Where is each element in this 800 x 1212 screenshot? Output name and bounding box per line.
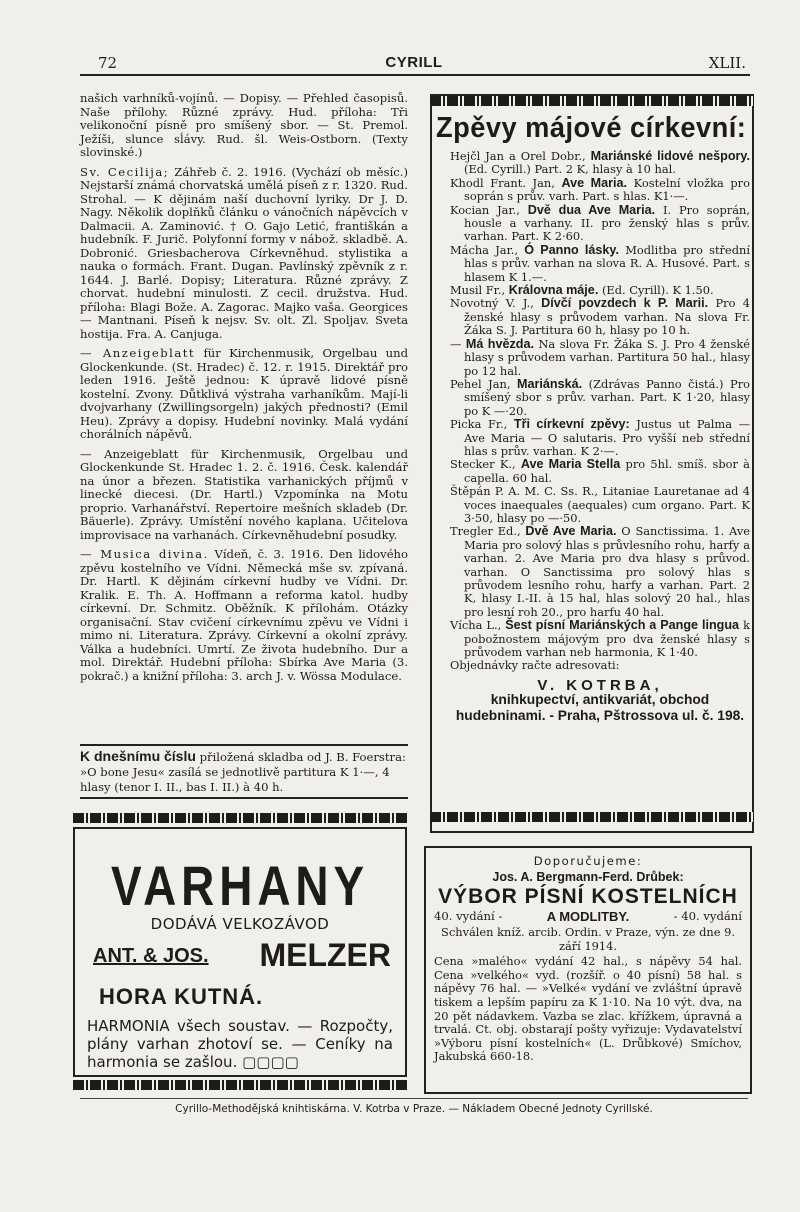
item-details: (Zdrávas Panno čistá.) Pro smíšený sbor s prův. varhan. Part. K 1·20, hlasy po K —·20. [464,376,750,418]
item-details: Justus ut Palma — Ave Maria — O salutaris. Pro vyšší neb střední hlas s prův. varhan. K 2·—. [464,417,750,458]
item-author: Štěpán P. A. M. C. Ss. R., [450,484,603,499]
list-item [450,204,750,244]
varhany-advertisement [73,813,407,1090]
ad-text: HARMONIA všech soustav. — Rozpočty, plány varhan zhotoví se. — Ceníky na harmonia se zašlou. ▢▢▢▢ [87,1017,393,1071]
item-title: Ó Panno lásky. [524,242,619,257]
edition-line: 40. vydání - A MODLITBY. - 40. vydání [434,909,742,924]
list-item [450,297,750,337]
item-title: Dvě Ave Maria. [525,524,617,539]
item-details: Na slova Fr. Žáka S. J. Pro 4 ženské hlasy s průvodem varhan. Partitura 50 hal., hlasy po 12 hal. [464,336,751,378]
decorative-border [73,813,407,823]
item-author: Khodl Frant. Jan, [450,175,562,190]
list-item [450,485,750,525]
ad-title: VARHANY [110,854,370,917]
decorative-border [430,96,754,106]
notice-text: přiložená skladba od J. B. Foerstra: »O bone Jesu« zasílá se jednotlivě partitura K 1·—, 4 hlasy (tenor I. II., bas I. II.) à 40 h. [80,750,406,794]
list-item [450,338,750,378]
item-details: pro 5hl. smíš. sbor à capella. 60 hal. [464,457,750,485]
publisher-name: V. KOTRBA, [537,676,663,694]
paragraph: — Musica divina. Vídeň, č. 3. 1916. Den lidového zpěvu kostelního ve Vídni. Německá mše sv. zpívaná. Dr. Hartl. K dějinám církevní hudby ve Vídni. Dr. Kralik. E. Th. A. Hoffmann a reforma katol. hudby církevní. Dr. Schmitz. Oběžník. K přílohám. Otázky organisační. Stav cvičení církevnímu zpěvu ve Vídni i mimo ni. Literatura. Zprávy. Církevní a okolní zprávy. Válka a hudebníci. Umrtí. Ze života hudebního. Dur a mol. Direktář. Hudební příloha: Sbírka Ave Maria (3. pokrač.) a knižní příloha: 3. arch J. v. Wössa Modulace. [80,547,408,683]
item-details: I. Pro soprán, housle a varhany. II. pro ženský hlas s prův. varhan. Part. K 2·60. [464,202,750,244]
volume-number: XLII. [708,54,746,72]
list-item [450,244,750,284]
paragraph: — Anzeigeblatt für Kirchenmusik, Orgelbau und Glockenkunde St. Hradec 1. 2. č. 1916. Česk. kalendář na únor a březen. Statistika varhanických příjmů v linecké diecesi. (Dr. Hartl.) Vzpomínka na Motu proprio. Varhanářství. Repertoire mešních skladeb (Dr. Bäuerle). Zprávy. Umístění nového kaplana. Učitelova improvisace na varhanách. Církevněhudební posudky. [80,446,408,542]
paragraph: našich varhníků-vojínů. — Dopisy. — Přehled časopisů. Naše přílohy. Různé zprávy. Hud. příloha: Tři velikonoční písně pro smíšený sbor. — St. Premol. Ježíši, slunce sĺávy. Rud. šl. Weis-Ostborn. (Texty slovinské.) [80,91,408,159]
printer-footer: Cyrillo-Methodějská knihtiskárna. V. Kotrba v Praze. — Nákladem Obecné Jednoty Cyrillské. [80,1098,748,1115]
item-title: Ave Maria Stella [520,457,621,472]
item-author: Kocian Jar., [450,202,528,217]
ad-body [450,150,750,724]
zpevy-advertisement [424,94,760,834]
paragraph: — Anzeigeblatt für Kirchenmusik, Orgelbau und Glockenkunde. (St. Hradec) č. 12. r. 1915. Direktář pro leden 1916. Ještě jednou: K úpravě lidové písně kostelní. Zvony. Důtklivá výstraha varhaníkům. Mají-li dvojvarhany (Zwillingsorgeln) jakých přednosti? (Emil Heu). Zprávy a dopisy. Hudební novinky. Malá vydání chorálních nápěvů. [80,346,408,441]
item-author: Musil Fr., [450,283,509,298]
notice-heading: K dnešnímu číslu [80,748,196,764]
list-item [450,418,750,458]
page-number: 72 [98,54,118,72]
list-item [450,284,750,297]
item-author: Novotný V. J., [450,296,542,311]
paragraph: Sv. Cecilija; Záhřeb č. 2. 1916. (Vychází ob měsíc.) Nejstarší známá chorvatská umělá píseň z r. 1320. Rud. Strohal. — K dějinám naší duchovní lyriky. Dr J. D. Nagy. Několik doplňků článku o vánočních nápěvcích v Dalmacii. A. Zaminović. † O. Gajo Letić, františkán a hudebník. F. Jurič. Polyfonní formy v nábož. skladbě. A. Dobronić. Griesbacherova Církevněhud. stylistika a nauka o formách. Frant. Dugan. Pavlínský zpěvník z r. 1644. J. Barlé. Dopisy; Literatura. Různé zprávy. Z chorvat. hudební minulosti. Z cecil. družstva. Hud. příloha: Blagi Bože. A. Zagorac. Majko vaša. Georgices — Mantnani. Píseň k nejsv. Sv. olt. Zl. Spoljav. Sveta hostija. Fra. A. Canjuga. [80,164,408,341]
order-note: Objednávky račte adresovati: [450,658,620,673]
list-item [450,619,750,659]
item-title: Mariánská. [517,376,583,391]
item-list [450,150,750,659]
item-details: O Sanctissima. 1. Ave Maria pro solový hlas s průvlesního rohu, harfy a varhan. 2. Ave Maria pro dva hlasy s průvod. varhan. O Sanctissima pro solový hlas s průvodem lesního rohu, harfy a varhan. Part. 2 K, hlasy I.-II. à 15 hal, hlas solový 20 hal., hlas pro lesní roh 20., pro harfu 40 hal. [464,524,750,619]
list-item [450,378,750,418]
item-details: Litaniae Lauretanae ad 4 voces inaequales (aequales) cum organo. Part. K 3·50, hlasy po —·50. [464,484,750,525]
item-details: (Ed. Cyrill). K 1.50. [598,283,714,298]
item-title: Ave Maria. [561,175,628,190]
item-author: Vícha L., [450,618,506,633]
item-author: Pehel Jan, [450,376,518,391]
item-author: Tregler Ed., [450,524,526,539]
page-header [80,54,748,74]
recommend-label: Doporučujeme: [533,854,643,868]
list-item [450,177,750,204]
company-location: HORA KUTNÁ. [99,984,264,1009]
supplement-notice [80,744,408,799]
list-item [450,150,750,177]
book-title: VÝBOR PÍSNÍ KOSTELNÍCH [438,885,738,908]
item-details: (Ed. Cyrill.) Part. 2 K, hlasy à 10 hal. [464,162,676,177]
item-author: Picka Fr., [450,417,514,432]
item-author: Hejčl Jan a Orel Dobr., [450,149,591,163]
list-item [450,458,750,485]
item-title: Má hvězda. [465,336,534,351]
item-title: Šest písní Mariánských a Pange lingua [505,618,740,633]
journal-name: — Anzeigeblatt [80,346,196,360]
bergmann-advertisement [424,846,752,1094]
ad-heading: Zpěvy májové církevní: [436,112,747,144]
approval-text: Schválen kníž. arcib. Ordin. v Praze, výn. ze dne 9. září 1914. [441,925,735,953]
header-rule [80,74,750,76]
item-details: Modlitba pro střední hlas s prův. varhan na slova R. A. Husové. Part. s hlasem K 1.—. [464,242,750,284]
decorative-border [430,812,754,822]
decorative-border [73,1080,407,1090]
journal-title: CYRILL [385,54,443,71]
item-title: Královna máje. [508,283,599,298]
publisher-address: knihkupectví, antikvariát, obchod hudebninami. - Praha, Pštrossova ul. č. 198. [455,692,745,724]
item-author: Mácha Jar., [450,242,525,257]
item-details: k pobožnostem májovým pro dva ženské hlasy s průvodem varhan neb harmonia, K 1·40. [464,618,750,660]
item-details: Kostelní vložka pro soprán s prův. varh. Part. s hlas. K1·—. [464,175,750,204]
ad-frame: VARHANY DODÁVÁ VELKOZÁVOD ANT. & JOS. MELZER HORA KUTNÁ. HARMONIA všech soustav. — Rozpočty, plány varhan zhotoví se. — Ceníky na harmonia se zašlou. ▢▢▢▢ [73,827,407,1077]
journal-name: Sv. Cecilija; [80,164,170,179]
item-details: Pro 4 ženské hlasy s průvodem varhan. Na slova Fr. Žáka S. J. Partitura 60 h, hlasy po 10 h. [464,296,750,338]
item-author: — [450,336,466,351]
list-item [450,525,750,619]
item-title: Dívčí povzdech k P. Marii. [541,296,709,311]
item-title: Dvě dua Ave Maria. [527,202,656,217]
journal-name: — Musica divina. [80,547,209,561]
item-title: Mariánské lidové nešpory. [590,149,750,163]
item-author: Stecker K., [450,457,521,472]
ad-line: DODÁVÁ VELKOZÁVOD [150,915,330,933]
left-column [80,92,408,689]
authors: Jos. A. Bergmann-Ferd. Drůbek: [492,870,684,884]
item-title: Tři církevní zpěvy: [513,417,630,432]
price-text: Cena »malého« vydání 42 hal., s nápěvy 54 hal. Cena »velkého« vyd. (rozšíř. o 40 písní) 58 hal. s nápěvy 76 hal. — »Velké« vydání ve zvláštní úpravě tiskem a lepším papíru za K 1·10. Na 10 výt. dva, na 20 pět nádavkem. Vazba se zlac. křížkem, úpravná a trvalá. Ct. obj. obstarají pošty vyřizuje: Vydavatelství »Výboru písní kostelních« (L. Drůbkové) Smíchov, Jakubská 660-18. [434,954,742,1064]
